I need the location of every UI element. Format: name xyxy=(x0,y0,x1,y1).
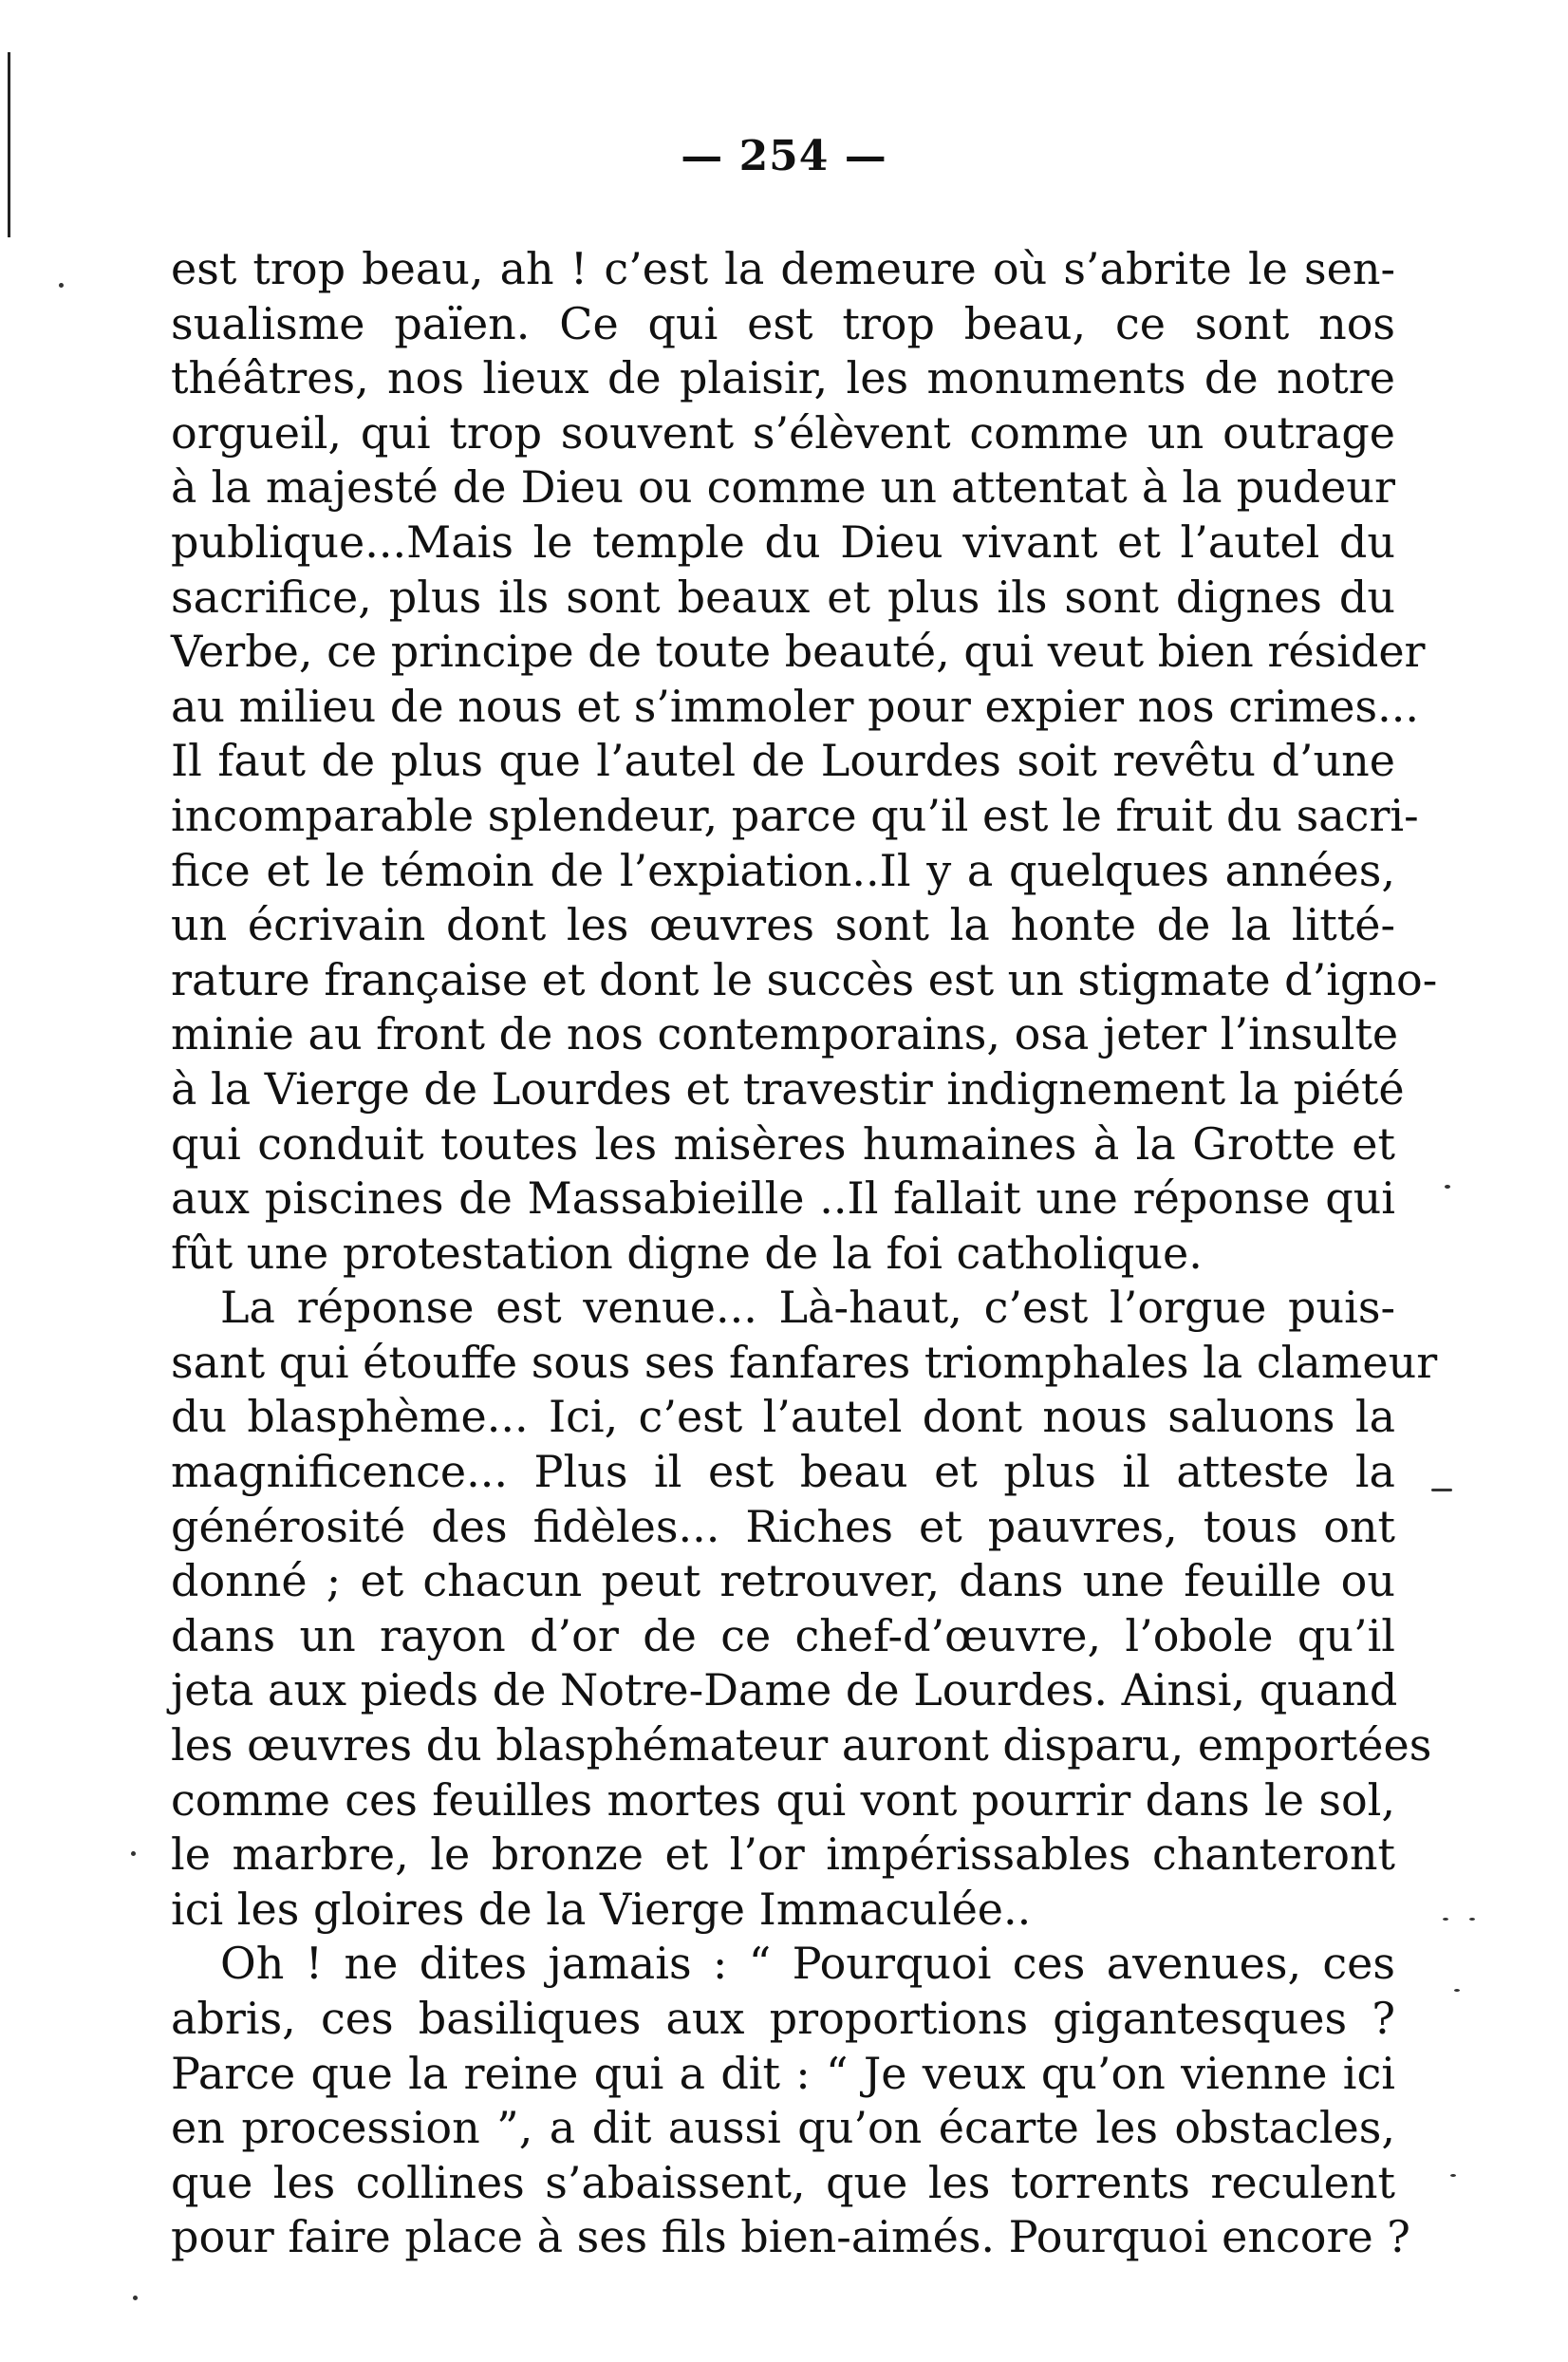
text-line: orgueil, qui trop souvent s’élèvent comme un outrage xyxy=(171,406,1395,459)
text-line: sant qui étouffe sous ses fanfares triomphales la clameur xyxy=(171,1336,1438,1388)
text-line: en procession ”, a dit aussi qu’on écarte les obstacles, xyxy=(171,2102,1395,2154)
text-line: à la Vierge de Lourdes et travestir indignement la piété xyxy=(171,1062,1405,1115)
scan-speck xyxy=(1443,1918,1448,1921)
text-line: sualisme païen. Ce qui est trop beau, ce sont nos xyxy=(171,297,1395,349)
text-line: les œuvres du blasphémateur auront disparu, emportées xyxy=(171,1719,1432,1772)
text-line: fût une protestation digne de la foi catholique. xyxy=(171,1227,1203,1279)
text-line: jeta aux pieds de Notre-Dame de Lourdes. Ainsi, quand xyxy=(171,1664,1398,1716)
text-line: qui conduit toutes les misères humaines à la Grotte et xyxy=(171,1117,1395,1170)
text-line: que les collines s’abaissent, que les torrents reculent xyxy=(171,2156,1395,2208)
text-line: abris, ces basiliques aux proportions gigantesques ? xyxy=(171,1993,1395,2044)
text-line: fice et le témoin de l’expiation..Il y a quelques années, xyxy=(171,844,1395,896)
scan-speck xyxy=(1454,1989,1460,1992)
body-text xyxy=(171,242,1438,2265)
text-line: incomparable splendeur, parce qu’il est le fruit du sacri- xyxy=(171,789,1419,841)
scan-speck xyxy=(1445,1185,1450,1189)
text-line: Parce que la reine qui a dit : “ Je veux qu’on vienne ici xyxy=(171,2047,1395,2099)
text-line: du blasphème... Ici, c’est l’autel dont nous saluons la xyxy=(171,1391,1395,1443)
text-line: pour faire place à ses fils bien-aimés. Pourquoi encore ? xyxy=(171,2211,1410,2263)
text-line: Verbe, ce principe de toute beauté, qui veut bien résider xyxy=(171,626,1426,678)
scan-speck xyxy=(133,2296,138,2300)
text-line: théâtres, nos lieux de plaisir, les monuments de notre xyxy=(171,352,1395,404)
scan-speck xyxy=(59,283,64,288)
text-line: magnificence... Plus il est beau et plus il atteste la xyxy=(171,1446,1395,1498)
text-line: publique...Mais le temple du Dieu vivant et l’autel du xyxy=(171,516,1395,568)
text-line: aux piscines de Massabieille ..Il fallait une réponse qui xyxy=(171,1172,1395,1225)
text-line: comme ces feuilles mortes qui vont pourrir dans le sol, xyxy=(171,1773,1395,1826)
text-line: minie au front de nos contemporains, osa jeter l’insulte xyxy=(171,1008,1399,1060)
text-line: ici les gloires de la Vierge Immaculée.. xyxy=(171,1883,1032,1935)
text-line: le marbre, le bronze et l’or impérissables chanteront xyxy=(171,1828,1395,1881)
page-number: — 254 — xyxy=(681,132,887,180)
scan-speck xyxy=(1431,1489,1452,1491)
text-line: rature française et dont le succès est un stigmate d’igno- xyxy=(171,953,1438,1005)
text-line: à la majesté de Dieu ou comme un attentat à la pudeur xyxy=(171,461,1395,514)
text-line: sacrifice, plus ils sont beaux et plus ils sont dignes du xyxy=(171,571,1395,623)
text-line: Oh ! ne dites jamais : “ Pourquoi ces avenues, ces xyxy=(220,1938,1395,1990)
text-line: Il faut de plus que l’autel de Lourdes soit revêtu d’une xyxy=(171,735,1395,787)
text-line: La réponse est venue... Là-haut, c’est l’orgue puis- xyxy=(220,1282,1395,1334)
text-line: générosité des fidèles... Riches et pauvres, tous ont xyxy=(171,1500,1395,1552)
text-line: un écrivain dont les œuvres sont la honte de la litté- xyxy=(171,899,1395,951)
text-line: est trop beau, ah ! c’est la demeure où s’abrite le sen- xyxy=(171,243,1395,294)
text-line: au milieu de nous et s’immoler pour expier nos crimes... xyxy=(171,680,1419,732)
text-line: dans un rayon d’or de ce chef-d’œuvre, l’obole qu’il xyxy=(171,1609,1395,1661)
scan-speck xyxy=(1469,1918,1475,1921)
scan-speck xyxy=(131,1851,136,1856)
scan-speck xyxy=(1450,2174,1456,2177)
text-line: donné ; et chacun peut retrouver, dans une feuille ou xyxy=(171,1555,1395,1607)
